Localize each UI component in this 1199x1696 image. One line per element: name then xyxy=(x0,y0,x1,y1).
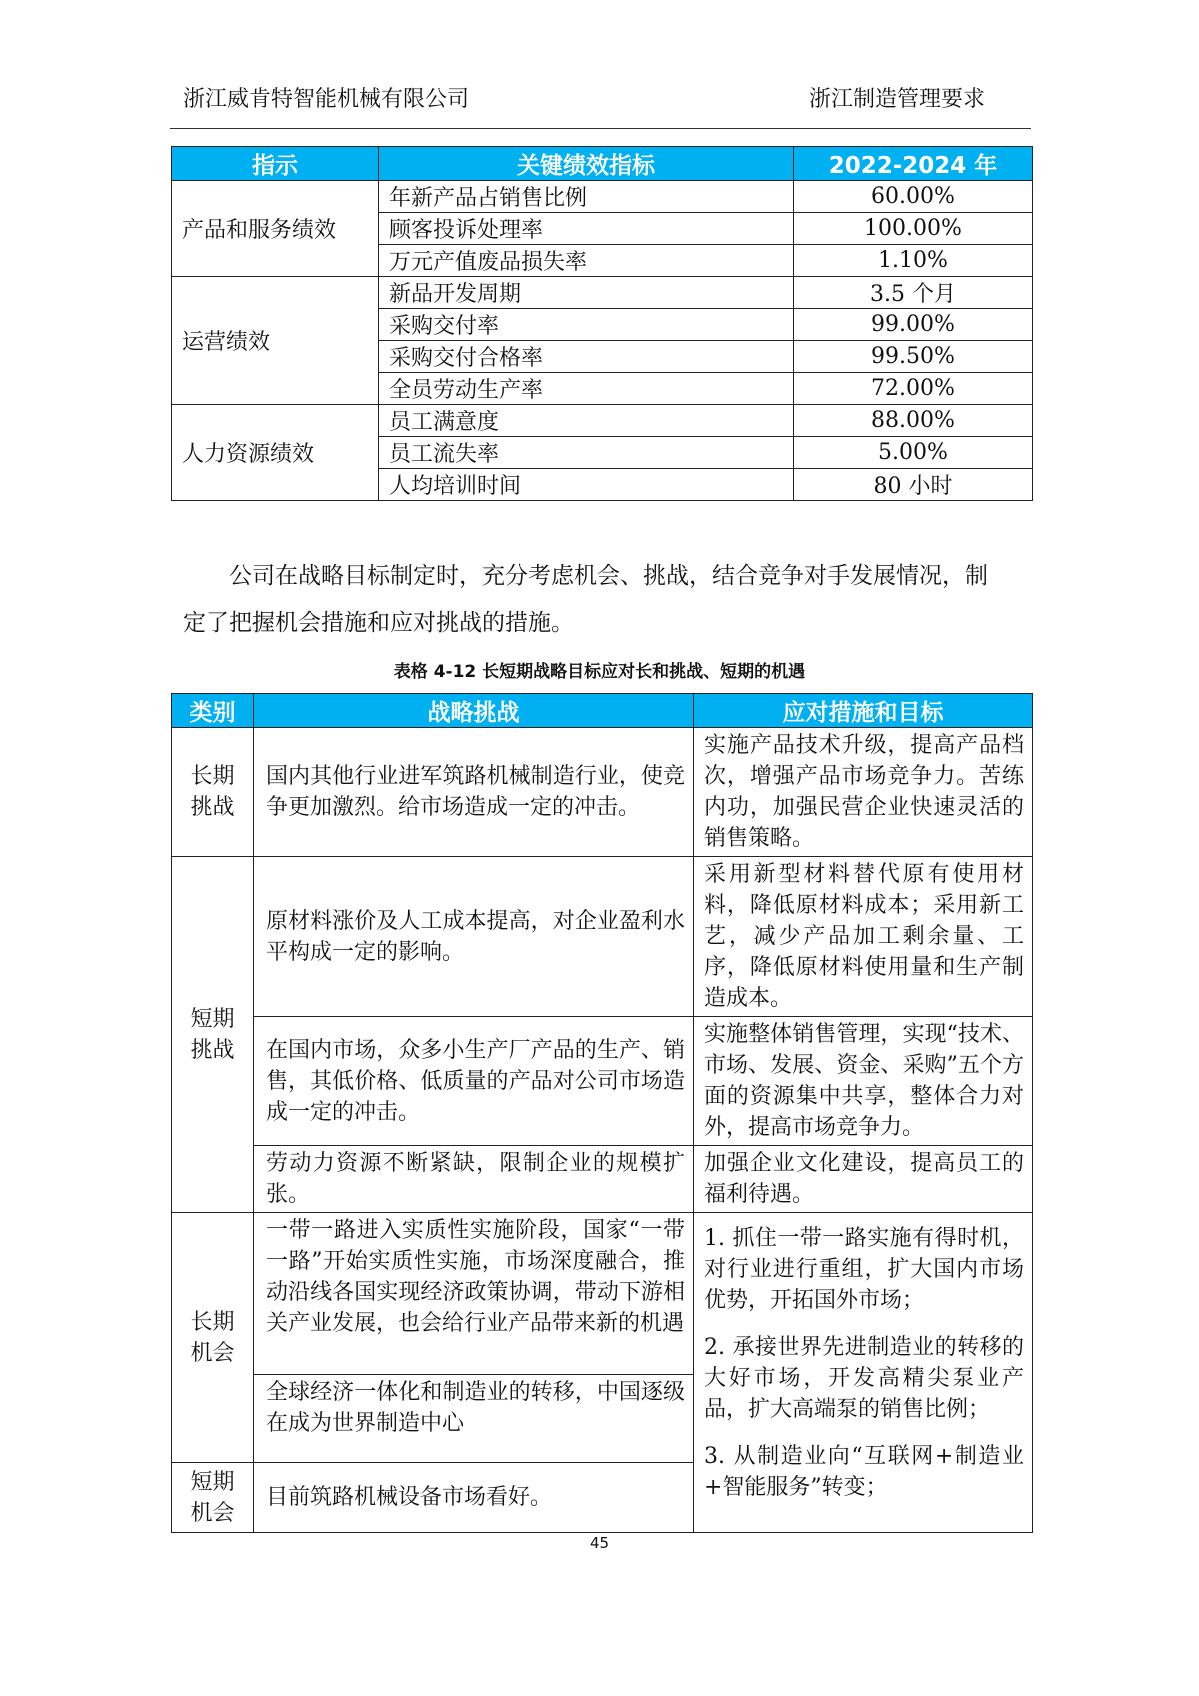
challenge-cell: 劳动力资源不断紧缺，限制企业的规模扩张。 xyxy=(254,1146,694,1213)
category-cell xyxy=(172,728,254,857)
table-caption: 表格 4-12 长短期战略目标应对长和挑战、短期的机遇 xyxy=(393,662,806,682)
measure-cell: 实施产品技术升级，提高产品档次，增强产品市场竞争力。苦练内功，加强民营企业快速灵活的销售策略。 xyxy=(694,728,1033,857)
strategy-header-challenge: 战略挑战 xyxy=(254,694,694,728)
kpi-table xyxy=(171,146,1033,501)
body-paragraph-line1: 公司在战略目标制定时，充分考虑机会、挑战，结合竞争对手发展情况，制 xyxy=(229,563,988,589)
strategy-header-category: 类别 xyxy=(172,694,254,728)
challenge-cell: 原材料涨价及人工成本提高，对企业盈利水平构成一定的影响。 xyxy=(254,857,694,1017)
kpi-name: 新品开发周期 xyxy=(379,277,794,309)
kpi-name: 年新产品占销售比例 xyxy=(379,181,794,213)
kpi-header-indicator: 指示 xyxy=(172,147,379,181)
kpi-value: 80 小时 xyxy=(794,469,1033,501)
table-row xyxy=(172,1017,1033,1146)
strategy-header-measure: 应对措施和目标 xyxy=(694,694,1033,728)
category-cell xyxy=(172,1213,254,1463)
kpi-value: 100.00% xyxy=(794,213,1033,245)
kpi-header-period: 2022-2024 年 xyxy=(794,147,1033,181)
table-row xyxy=(172,405,1033,437)
kpi-header-row xyxy=(172,147,1033,181)
table-row xyxy=(172,1146,1033,1213)
measure-cell: 加强企业文化建设，提高员工的福利待遇。 xyxy=(694,1146,1033,1213)
measure-cell xyxy=(694,1213,1033,1533)
kpi-value: 88.00% xyxy=(794,405,1033,437)
challenge-cell: 全球经济一体化和制造业的转移，中国逐级在成为世界制造中心 xyxy=(254,1375,694,1463)
measure-cell: 实施整体销售管理，实现“技术、市场、发展、资金、采购”五个方面的资源集中共享，整体合力对外，提高市场竞争力。 xyxy=(694,1017,1033,1146)
kpi-value: 1.10% xyxy=(794,245,1033,277)
category-cell xyxy=(172,1463,254,1533)
measure-item: 2. 承接世界先进制造业的转移的大好市场，开发高精尖泵业产品，扩大高端泵的销售比例； xyxy=(704,1335,1025,1422)
kpi-group-name: 产品和服务绩效 xyxy=(172,181,379,277)
kpi-value: 3.5 个月 xyxy=(794,277,1033,309)
measure-cell: 采用新型材料替代原有使用材料，降低原材料成本；采用新工艺，减少产品加工剩余量、工序，降低原材料使用量和生产制造成本。 xyxy=(694,857,1033,1017)
kpi-group-name: 运营绩效 xyxy=(172,277,379,405)
challenge-cell: 在国内市场，众多小生产厂产品的生产、销售，其低价格、低质量的产品对公司市场造成一定的冲击。 xyxy=(254,1017,694,1146)
strategy-table xyxy=(171,693,1033,1533)
kpi-name: 顾客投诉处理率 xyxy=(379,213,794,245)
kpi-value: 99.50% xyxy=(794,341,1033,373)
category-short-opportunity: 短期 机会 xyxy=(190,1469,235,1526)
category-cell xyxy=(172,857,254,1213)
table-row xyxy=(172,728,1033,857)
category-long-challenge: 长期 挑战 xyxy=(190,764,235,820)
kpi-name: 采购交付合格率 xyxy=(379,341,794,373)
table-row xyxy=(172,277,1033,309)
table-row xyxy=(172,1213,1033,1375)
measure-item: 3. 从制造业向“互联网+制造业+智能服务”转变； xyxy=(704,1444,1024,1500)
kpi-name: 采购交付率 xyxy=(379,309,794,341)
header-company: 浙江威肯特智能机械有限公司 xyxy=(183,87,470,112)
kpi-value: 99.00% xyxy=(794,309,1033,341)
kpi-header-kpi: 关键绩效指标 xyxy=(379,147,794,181)
category-short-challenge: 短期 挑战 xyxy=(190,1006,235,1063)
category-long-opportunity: 长期 机会 xyxy=(190,1309,235,1366)
strategy-header-row xyxy=(172,694,1033,728)
page-number: 45 xyxy=(589,1534,610,1552)
kpi-name: 万元产值废品损失率 xyxy=(379,245,794,277)
measure-item: 1. 抓住一带一路实施有得时机，对行业进行重组，扩大国内市场优势，开拓国外市场； xyxy=(704,1226,1025,1313)
header-doc-title: 浙江制造管理要求 xyxy=(809,87,986,112)
challenge-cell: 国内其他行业进军筑路机械制造行业，使竞争更加激烈。给市场造成一定的冲击。 xyxy=(254,728,694,857)
challenge-cell: 目前筑路机械设备市场看好。 xyxy=(254,1463,694,1533)
kpi-value: 72.00% xyxy=(794,373,1033,405)
kpi-value: 60.00% xyxy=(794,181,1033,213)
body-paragraph-line2: 定了把握机会措施和应对挑战的措施。 xyxy=(183,610,574,636)
kpi-name: 员工流失率 xyxy=(379,437,794,469)
header-rule xyxy=(170,128,1031,129)
kpi-name: 员工满意度 xyxy=(379,405,794,437)
table-row xyxy=(172,857,1033,1017)
challenge-cell: 一带一路进入实质性实施阶段，国家“一带一路”开始实质性实施，市场深度融合，推动沿线各国实现经济政策协调，带动下游相关产业发展，也会给行业产品带来新的机遇 xyxy=(254,1213,694,1375)
kpi-value: 5.00% xyxy=(794,437,1033,469)
kpi-name: 全员劳动生产率 xyxy=(379,373,794,405)
kpi-group-name: 人力资源绩效 xyxy=(172,405,379,501)
table-row xyxy=(172,181,1033,213)
kpi-name: 人均培训时间 xyxy=(379,469,794,501)
